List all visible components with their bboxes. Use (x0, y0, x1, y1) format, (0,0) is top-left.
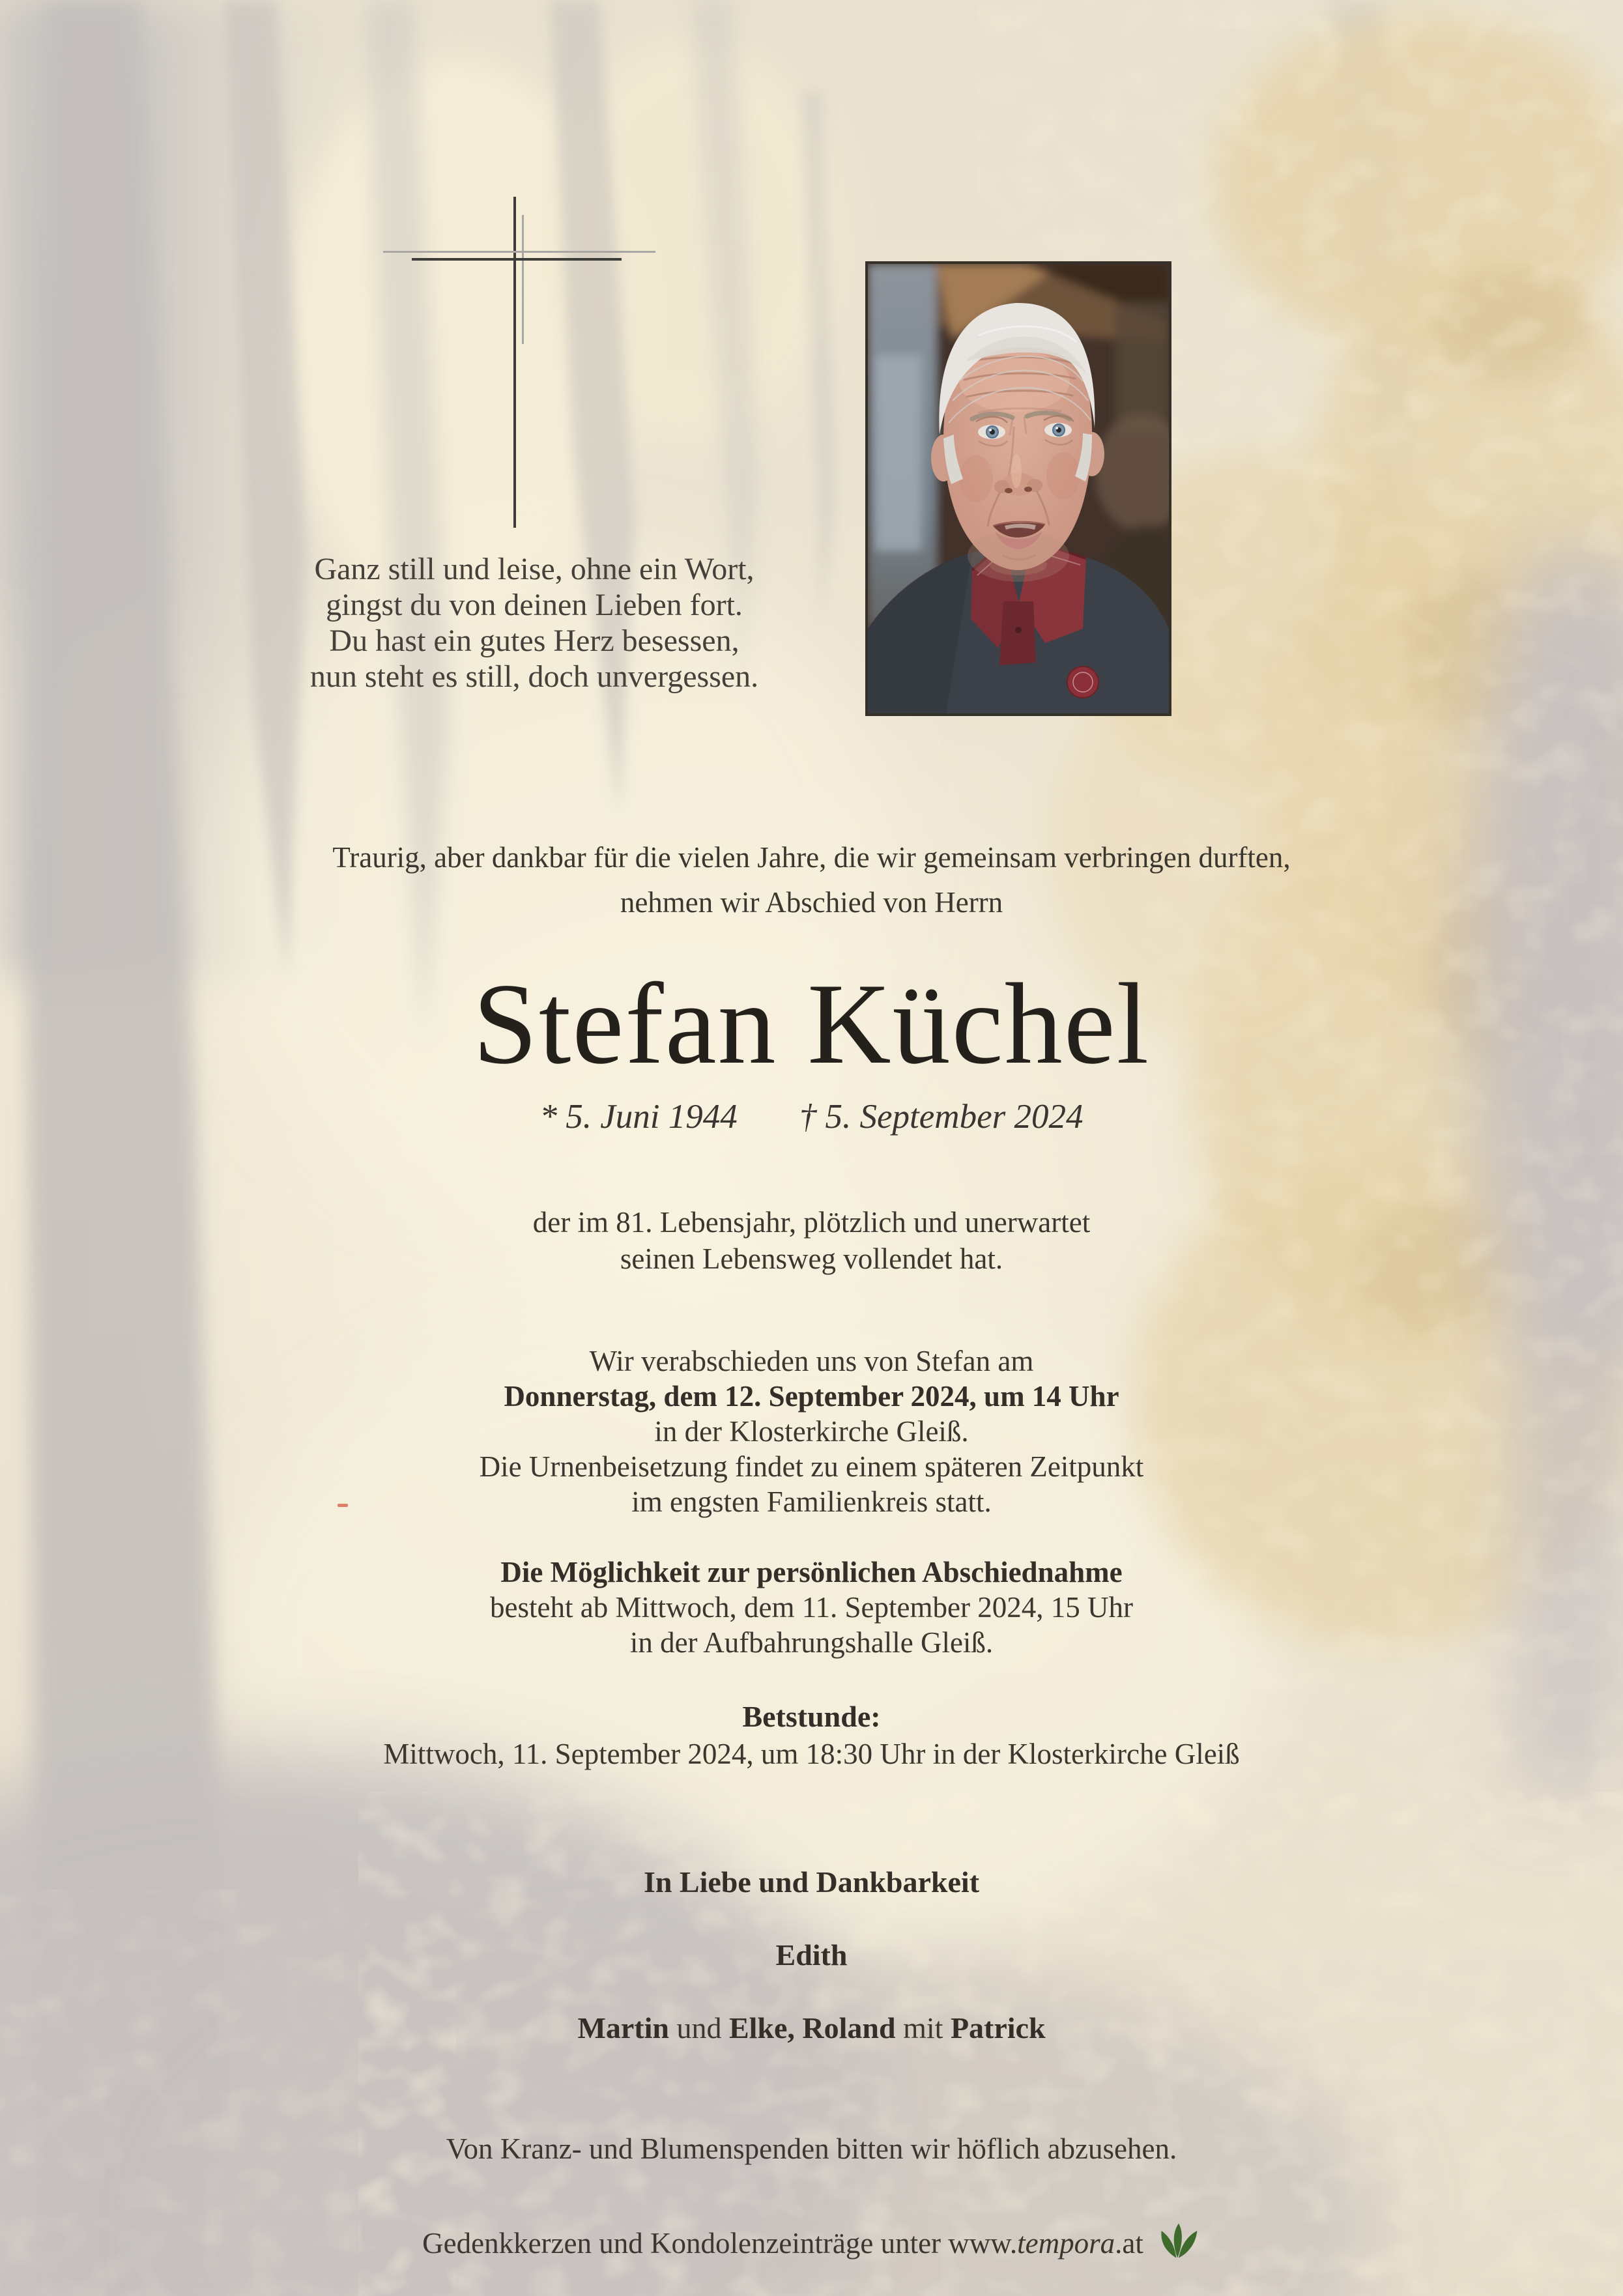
cross-horizontal-shadow-line (383, 251, 655, 253)
intro-line: Traurig, aber dankbar für die vielen Jahre, die wir gemeinsam verbringen durften, (332, 841, 1291, 874)
deceased-name: Stefan Küchel (472, 959, 1151, 1088)
portrait-photo (865, 261, 1171, 716)
condolence-footer (0, 2215, 1623, 2260)
condolence-text: Gedenkkerzen und Kondolenzeinträge unter www. (422, 2227, 1018, 2260)
intro-line: nehmen wir Abschied von Herrn (620, 886, 1003, 919)
prayer-hour-details: Mittwoch, 11. September 2024, um 18:30 Uhr in der Klosterkirche Gleiß (383, 1738, 1240, 1770)
introduction-text (0, 835, 1623, 925)
age-statement (0, 1204, 1623, 1277)
poem-line: nun steht es still, doch unvergessen. (309, 659, 759, 694)
viewing-heading: Die Möglichkeit zur persönlichen Abschiednahme (500, 1556, 1123, 1588)
prayer-hour-heading: Betstunde: (742, 1700, 881, 1733)
viewing-location-line: in der Aufbahrungshalle Gleiß. (629, 1626, 994, 1659)
mourner-family-line (0, 2011, 1623, 2045)
flower-donation-note: Von Kranz- und Blumenspenden bitten wir höflich abzusehen. (446, 2132, 1177, 2165)
farewell-line: Wir verabschieden uns von Stefan am (589, 1345, 1034, 1377)
age-line: seinen Lebensweg vollendet hat. (620, 1242, 1003, 1275)
family-name: Elke, Roland (728, 2011, 896, 2045)
family-separator: und (668, 2011, 729, 2045)
condolence-domain-suffix: .at (1115, 2227, 1143, 2260)
viewing-details (0, 1555, 1623, 1660)
farewell-location-line: in der Klosterkirche Gleiß. (654, 1415, 969, 1448)
family-name: Patrick (950, 2011, 1046, 2045)
memorial-poem (192, 551, 876, 695)
farewell-date-line: Donnerstag, dem 12. September 2024, um 14 Uhr (504, 1380, 1119, 1413)
poem-line: Ganz still und leise, ohne ein Wort, (314, 552, 754, 586)
family-name: Martin (577, 2011, 669, 2045)
urn-burial-line: im engsten Familienkreis statt. (631, 1485, 992, 1518)
family-separator: mit (895, 2011, 951, 2045)
tempora-brand-text: tempora (1017, 2227, 1115, 2260)
birth-date: * 5. Juni 1944 (539, 1098, 738, 1136)
urn-burial-line: Die Urnenbeisetzung findet zu einem späteren Zeitpunkt (479, 1450, 1144, 1483)
mourner-widow-name: Edith (775, 1938, 848, 1972)
tempora-leaf-icon (1158, 2223, 1201, 2261)
memorial-cross-icon (365, 189, 671, 541)
viewing-date-line: besteht ab Mittwoch, dem 11. September 2024, 15 Uhr (490, 1591, 1133, 1624)
farewell-service-details (0, 1343, 1623, 1519)
poem-line: Du hast ein gutes Herz besessen, (329, 624, 740, 658)
cross-vertical-line (513, 197, 516, 528)
mourners-heading: In Liebe und Dankbarkeit (643, 1865, 980, 1899)
poem-line: gingst du von deinen Lieben fort. (326, 588, 743, 622)
age-line: der im 81. Lebensjahr, plötzlich und unerwartet (532, 1206, 1091, 1239)
life-dates (0, 1097, 1623, 1136)
cross-vertical-shadow-line (522, 215, 524, 344)
cross-horizontal-line (412, 258, 622, 261)
death-date: † 5. September 2024 (799, 1098, 1084, 1136)
